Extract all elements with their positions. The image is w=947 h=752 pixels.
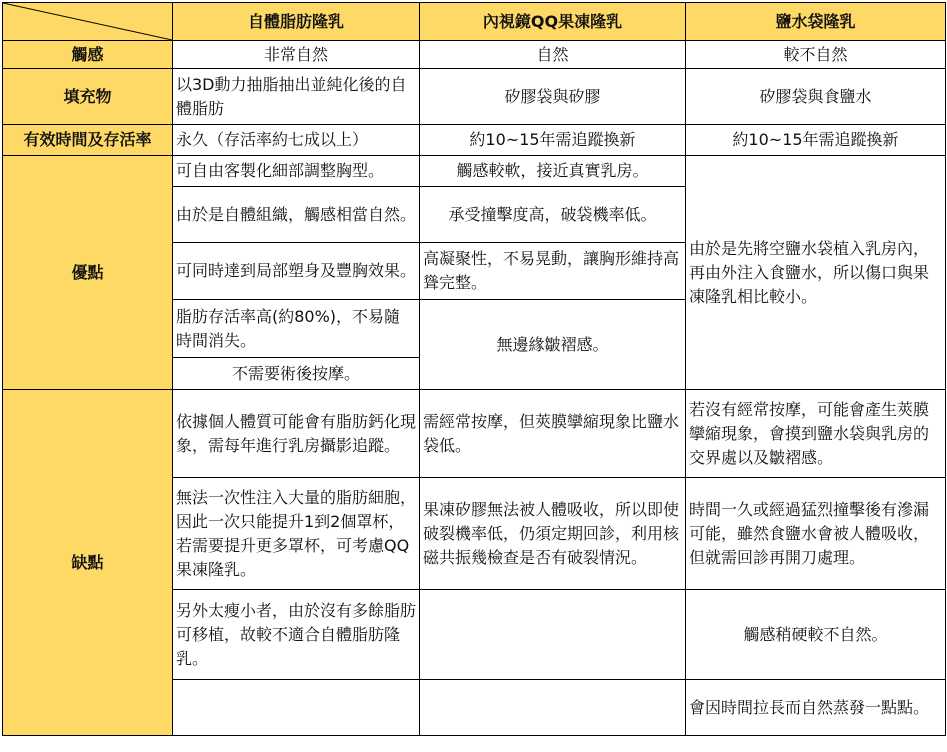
cons-saline-2: 時間一久或經過猛烈撞擊後有滲漏可能，雖然食鹽水會被人體吸收，但就需回診再開刀處理。: [686, 478, 946, 590]
row-label-pros: 優點: [3, 156, 173, 390]
diagonal-line: [3, 3, 172, 40]
cons-qq-4: [420, 680, 686, 736]
pros-qq-3: 高凝聚性，不易晃動，讓胸形維持高聳完整。: [420, 243, 686, 300]
filler-row: [3, 69, 946, 125]
cons-saline-4: 會因時間拉長而自然蒸發一點點。: [686, 680, 946, 736]
cons-qq-1: 需經常按摩，但莢膜攣縮現象比鹽水袋低。: [420, 390, 686, 478]
cons-fat-3: 另外太瘦小者，由於沒有多餘脂肪可移植，故較不適合自體脂肪隆乳。: [173, 590, 420, 680]
touch-qq: 自然: [420, 41, 686, 69]
pros-fat-1: 可自由客製化細部調整胸型。: [173, 156, 420, 187]
filler-qq: 矽膠袋與矽膠: [420, 69, 686, 125]
pros-qq-4: 無邊緣皺褶感。: [420, 300, 686, 390]
touch-fat: 非常自然: [173, 41, 420, 69]
duration-fat: 永久（存活率約七成以上）: [173, 125, 420, 156]
duration-qq: 約10~15年需追蹤換新: [420, 125, 686, 156]
cons-row-1: [3, 390, 946, 478]
row-label-touch: 觸感: [3, 41, 173, 69]
touch-saline: 較不自然: [686, 41, 946, 69]
cons-qq-3: [420, 590, 686, 680]
touch-row: [3, 41, 946, 69]
cons-fat-1: 依據個人體質可能會有脂肪鈣化現象，需每年進行乳房攝影追蹤。: [173, 390, 420, 478]
pros-saline: 由於是先將空鹽水袋植入乳房內，再由外注入食鹽水，所以傷口與果凍隆乳相比較小。: [686, 156, 946, 390]
cons-fat-4: [173, 680, 420, 736]
header-saline: 鹽水袋隆乳: [686, 3, 946, 41]
row-label-cons: 缺點: [3, 390, 173, 736]
cons-saline-3: 觸感稍硬較不自然。: [686, 590, 946, 680]
header-row: [3, 3, 946, 41]
pros-fat-4: 脂肪存活率高(約80%)，不易隨時間消失。: [173, 300, 420, 358]
filler-saline: 矽膠袋與食鹽水: [686, 69, 946, 125]
duration-saline: 約10~15年需追蹤換新: [686, 125, 946, 156]
cons-saline-1: 若沒有經常按摩，可能會產生莢膜攣縮現象，會摸到鹽水袋與乳房的交界處以及皺褶感。: [686, 390, 946, 478]
pros-fat-2: 由於是自體組織，觸感相當自然。: [173, 187, 420, 243]
breast-augmentation-comparison-table: [2, 2, 946, 736]
pros-row-1: [3, 156, 946, 187]
header-qq: 內視鏡QQ果凍隆乳: [420, 3, 686, 41]
pros-qq-2: 承受撞擊度高，破袋機率低。: [420, 187, 686, 243]
duration-row: [3, 125, 946, 156]
row-label-filler: 填充物: [3, 69, 173, 125]
header-fat: 自體脂肪隆乳: [173, 3, 420, 41]
pros-qq-1: 觸感較軟，接近真實乳房。: [420, 156, 686, 187]
cons-qq-2: 果凍矽膠無法被人體吸收，所以即使破裂機率低，仍須定期回診，利用核磁共振幾檢查是否有破裂情況。: [420, 478, 686, 590]
filler-fat: 以3D動力抽脂抽出並純化後的自體脂肪: [173, 69, 420, 125]
pros-fat-3: 可同時達到局部塑身及豐胸效果。: [173, 243, 420, 300]
corner-cell: [3, 3, 173, 41]
pros-fat-5: 不需要術後按摩。: [173, 358, 420, 390]
cons-fat-2: 無法一次性注入大量的脂肪細胞，因此一次只能提升1到2個罩杯，若需要提升更多罩杯，可考慮QQ果凍隆乳。: [173, 478, 420, 590]
row-label-duration: 有效時間及存活率: [3, 125, 173, 156]
